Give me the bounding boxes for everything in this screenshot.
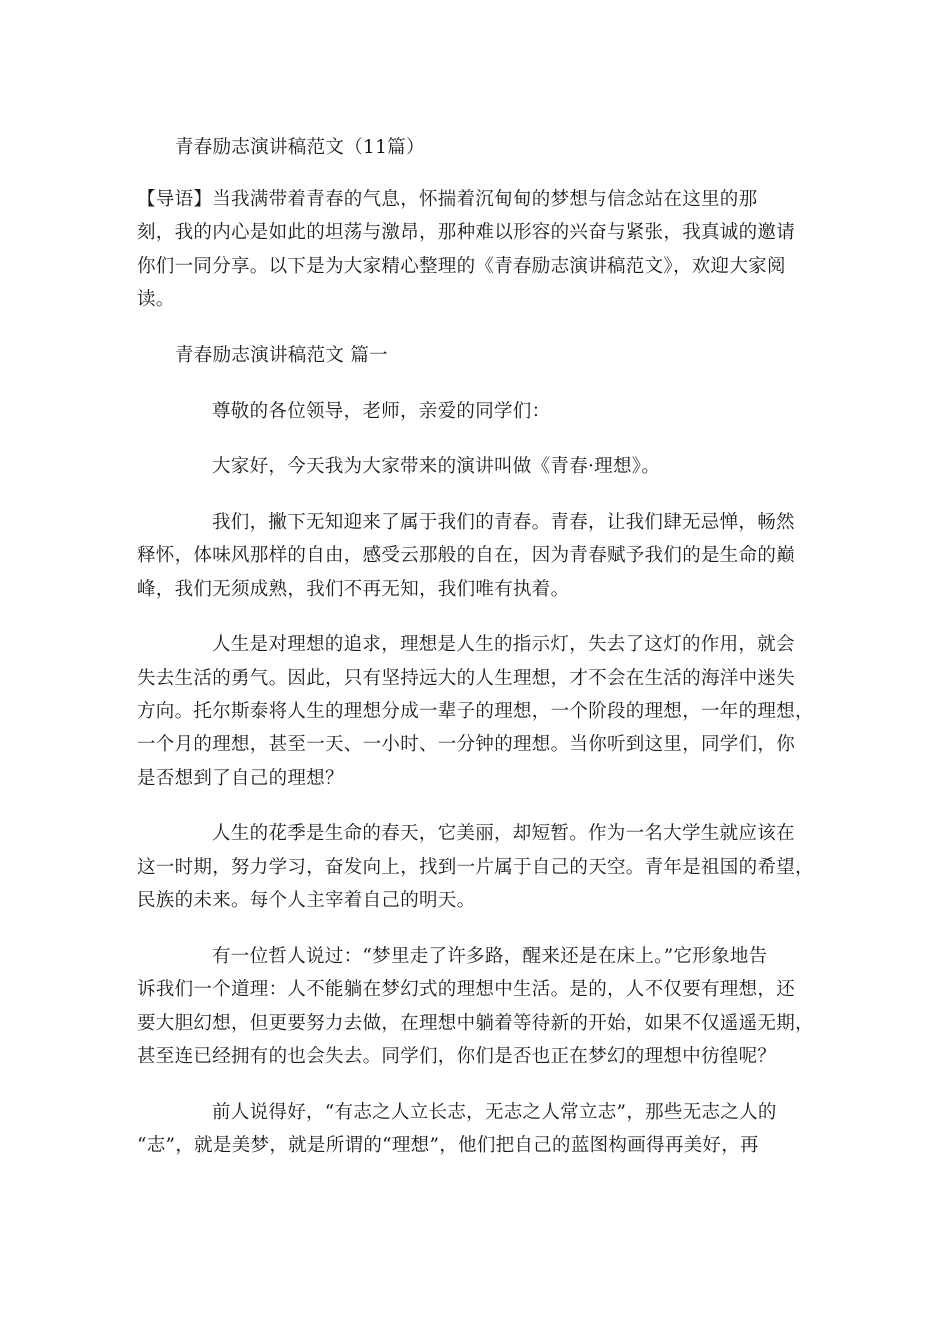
greeting: 大家好，今天我为大家带来的演讲叫做《青春·理想》。: [212, 456, 661, 477]
paragraph-line: 甚至连已经拥有的也会失去。同学们，你们是否也正在梦幻的理想中彷徨呢？: [137, 1046, 777, 1067]
paragraph-line: 人生的花季是生命的春天，它美丽，却短暂。作为一名大学生就应该在: [212, 823, 795, 844]
paragraph-line: 我们，撇下无知迎来了属于我们的青春。青春，让我们肆无忌惮，畅然: [212, 512, 795, 533]
paragraph-line: 前人说得好，“有志之人立长志，无志之人常立志”，那些无志之人的: [212, 1102, 777, 1123]
paragraph-line: 有一位哲人说过：“梦里走了许多路，醒来还是在床上。”它形象地告: [212, 946, 768, 967]
intro-line: 你们一同分享。以下是为大家精心整理的《青春励志演讲稿范文》，欢迎大家阅: [137, 256, 786, 277]
paragraph-line: “志”，就是美梦，就是所谓的“理想”，他们把自己的蓝图构画得再美好，再: [137, 1135, 759, 1156]
paragraph-line: 是否想到了自己的理想？: [137, 768, 344, 789]
paragraph-line: 一个月的理想，甚至一天、一小时、一分钟的理想。当你听到这里，同学们，你: [137, 734, 796, 755]
paragraph-line: 释怀，体味风那样的自由，感受云那般的自在，因为青春赋予我们的是生命的巅: [137, 545, 796, 566]
intro-line: 读。: [137, 289, 175, 310]
paragraph-line: 这一时期，努力学习，奋发向上，找到一片属于自己的天空。青年是祖国的希望，: [137, 857, 814, 878]
document-title: 青春励志演讲稿范文（11篇）: [175, 137, 425, 158]
paragraph-line: 方向。托尔斯泰将人生的理想分成一辈子的理想，一个阶段的理想，一年的理想，: [137, 701, 814, 722]
paragraph-line: 人生是对理想的追求，理想是人生的指示灯，失去了这灯的作用，就会: [212, 634, 795, 655]
paragraph-line: 诉我们一个道理：人不能躺在梦幻式的理想中生活。是的，人不仅要有理想，还: [137, 979, 796, 1000]
paragraph-line: 民族的未来。每个人主宰着自己的明天。: [137, 890, 476, 911]
paragraph-line: 要大胆幻想，但更要努力去做，在理想中躺着等待新的开始，如果不仅遥遥无期，: [137, 1013, 814, 1034]
paragraph-line: 峰，我们无须成熟，我们不再无知，我们唯有执着。: [137, 579, 570, 600]
intro-line: 【导语】当我满带着青春的气息，怀揣着沉甸甸的梦想与信念站在这里的那: [137, 189, 758, 210]
salutation: 尊敬的各位领导，老师，亲爱的同学们：: [212, 401, 551, 422]
paragraph-line: 失去生活的勇气。因此，只有坚持远大的人生理想，才不会在生活的海洋中迷失: [137, 668, 796, 689]
section-heading: 青春励志演讲稿范文 篇一: [175, 345, 388, 366]
intro-line: 刻，我的内心是如此的坦荡与激昂，那种难以形容的兴奋与紧张，我真诚的邀请: [137, 222, 796, 243]
